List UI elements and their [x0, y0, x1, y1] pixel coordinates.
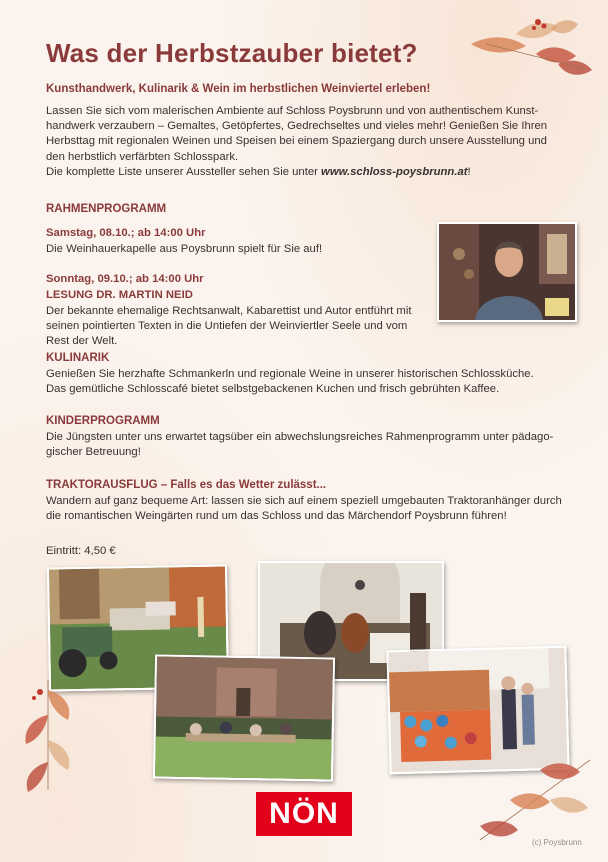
photo-castle-garden — [153, 654, 335, 781]
portrait-photo-martin-neid — [437, 222, 577, 322]
intro-paragraph — [46, 104, 566, 180]
traktor-heading: TRAKTORAUSFLUG – Falls es das Wetter zulässt... — [46, 479, 327, 491]
kinderprogramm-heading: KINDERPROGRAMM — [46, 415, 160, 427]
autumn-leaves-decoration-top — [466, 14, 596, 84]
day1-text: Die Weinhauerkapelle aus Poysbrunn spielt für Sie auf! — [46, 243, 323, 255]
exhibitor-list-end: ! — [467, 165, 471, 178]
traktor-text: Wandern auf ganz bequeme Art: lassen sie sich auf einem speziell umgebauten Traktoranhänger durch die romantischen Weingärten rund um das Schloss und das Märchendorf Poysbrunn führen! — [46, 495, 562, 523]
day2-title: LESUNG DR. MARTIN NEID — [46, 289, 193, 301]
subtitle: Kunsthandwerk, Kulinarik & Wein im herbstlichen Weinviertel erleben! — [46, 83, 431, 95]
kulinarik-text: Genießen Sie herzhafte Schmankerln und regionale Weine in unserer historischen Schlossküche. Das gemütliche Schlosscafé bietet selbstgebackenen Kuchen und frisch gebrühten Kaffee. — [46, 368, 534, 396]
autumn-leaves-decoration-left — [18, 680, 88, 800]
autumn-leaves-decoration-bottom — [470, 750, 600, 850]
intro-text: Lassen Sie sich vom malerischen Ambiente auf Schloss Poysbrunn und von authentischem Kunst-handwerk verzaubern – Gemaltes, Getöpfertes, Gedrechseltes und vieles mehr! Genießen Sie Ihren Herbsttag mit regionalen Weinen und Speisen bei einem Spaziergang durch unsere Ausstellung und den herbstlich verfärbten Schlosspark. — [46, 105, 548, 163]
copyright-note: (c) Poysbrunn — [532, 838, 582, 847]
website-link[interactable]: www.schloss-poysbrunn.at — [321, 165, 468, 178]
noen-logo: NÖN — [256, 792, 352, 836]
kinderprogramm-text: Die Jüngsten unter uns erwartet tagsüber ein abwechslungsreiches Rahmenprogramm unter pädago-gischer Betreuung! — [46, 431, 554, 459]
page-title: Was der Herbstzauber bietet? — [46, 38, 418, 68]
day1-date: Samstag, 08.10.; ab 14:00 Uhr — [46, 227, 206, 239]
admission-price: Eintritt: 4,50 € — [46, 545, 116, 557]
kulinarik-heading: KULINARIK — [46, 352, 110, 364]
day2-date: Sonntag, 09.10.; ab 14:00 Uhr — [46, 273, 204, 285]
day2-text: Der bekannte ehemalige Rechtsanwalt, Kabarettist und Autor entführt mit seinen pointierten Texten in die Untiefen der Weinviertler Seele und vom Rest der Welt. — [46, 305, 412, 348]
rahmenprogramm-heading: RAHMENPROGRAMM — [46, 203, 167, 215]
exhibitor-list-text: Die komplette Liste unserer Aussteller sehen Sie unter — [46, 165, 322, 178]
